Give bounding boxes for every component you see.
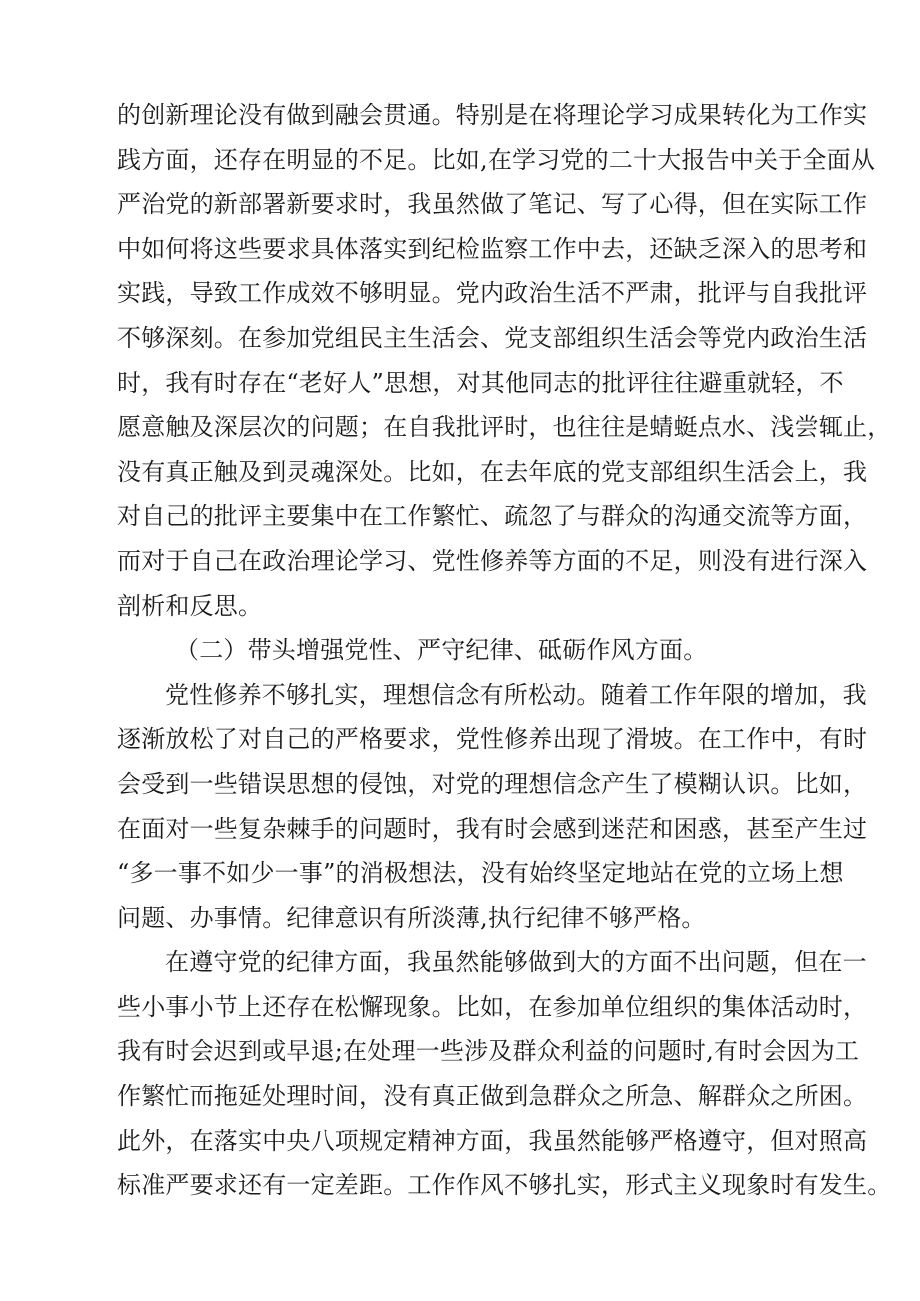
text-line: 逐渐放松了对自己的严格要求，党性修养出现了滑坡。在工作中，有时 [117, 725, 868, 754]
text-line: 而对于自己在政治理论学习、党性修养等方面的不足，则没有进行深入 [117, 546, 868, 575]
text-line: 实践，导致工作成效不够明显。党内政治生活不严肃，批评与自我批评 [117, 279, 868, 308]
text-line: “多一事不如少一事”的消极想法，没有始终坚定地站在党的立场上想 [117, 859, 844, 888]
text-line: 没有真正触及到灵魂深处。比如，在去年底的党支部组织生活会上，我 [117, 457, 868, 486]
document-body [117, 93, 892, 1208]
text-line: 不够深刻。在参加党组民主生活会、党支部组织生活会等党内政治生活 [117, 323, 868, 352]
text-line: 对自己的批评主要集中在工作繁忙、疏忽了与群众的沟通交流等方面， [117, 502, 868, 531]
text-line: 问题、办事情。纪律意识有所淡薄,执行纪律不够严格。 [117, 903, 706, 932]
text-line: 作繁忙而拖延处理时间，没有真正做到急群众之所急、解群众之所困。 [117, 1082, 868, 1111]
text-line: 在面对一些复杂棘手的问题时，我有时会感到迷茫和困惑，甚至产生过 [117, 814, 868, 843]
section-heading: （二）带头增强党性、严守纪律、砥砺作风方面。 [175, 636, 708, 665]
text-line: 些小事小节上还存在松懈现象。比如，在参加单位组织的集体活动时， [117, 992, 868, 1021]
text-line: 标准严要求还有一定差距。工作作风不够扎实，形式主义现象时有发生。 [117, 1171, 892, 1200]
text-line: 此外，在落实中央八项规定精神方面，我虽然能够严格遵守，但对照高 [117, 1126, 868, 1155]
text-line: 愿意触及深层次的问题；在自我批评时，也往往是蜻蜓点水、浅尝辄止， [117, 413, 892, 442]
text-line: 中如何将这些要求具体落实到纪检监察工作中去，还缺乏深入的思考和 [117, 234, 868, 263]
paragraph-first-line: 在遵守党的纪律方面，我虽然能够做到大的方面不出问题，但在一 [165, 948, 867, 977]
text-line: 践方面，还存在明显的不足。比如,在学习党的二十大报告中关于全面从 [117, 145, 876, 174]
paragraph-first-line: 党性修养不够扎实，理想信念有所松动。随着工作年限的增加，我 [165, 680, 867, 709]
text-line: 时，我有时存在“老好人”思想，对其他同志的批评往往避重就轻，不 [117, 368, 844, 397]
text-line: 的创新理论没有做到融会贯通。特别是在将理论学习成果转化为工作实 [117, 101, 868, 129]
text-line: 会受到一些错误思想的侵蚀，对党的理想信念产生了模糊认识。比如， [117, 769, 868, 798]
text-line: 剖析和反思。 [117, 591, 263, 620]
text-line: 我有时会迟到或早退;在处理一些涉及群众利益的问题时,有时会因为工 [117, 1037, 860, 1066]
text-line: 严治党的新部署新要求时，我虽然做了笔记、写了心得，但在实际工作 [117, 190, 868, 219]
